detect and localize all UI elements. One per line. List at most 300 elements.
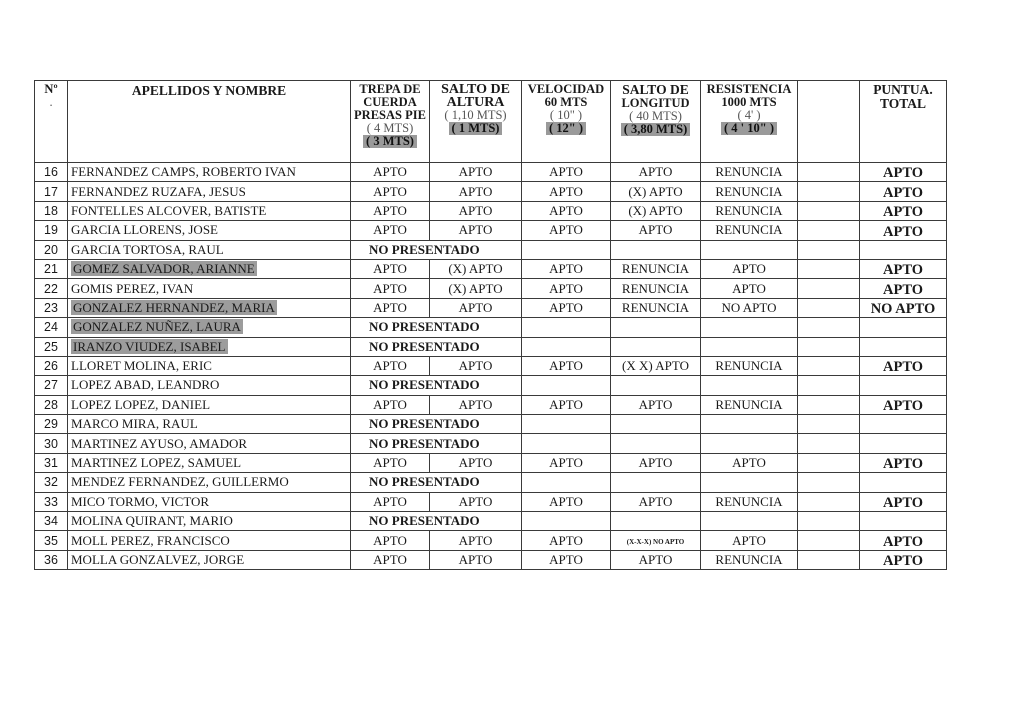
row-number	[35, 318, 68, 337]
cell-longitud-text: RENUNCIA	[621, 261, 690, 277]
header-altura: SALTO DE ALTURA ( 1,10 MTS) ( 1 MTS)	[430, 81, 522, 163]
cell-trepa	[351, 395, 430, 414]
cell-velocidad	[522, 512, 611, 531]
cell-trepa-text: APTO	[373, 183, 407, 199]
header-longitud: SALTO DE LONGITUD ( 40 MTS) ( 3,80 MTS)	[611, 81, 701, 163]
cell-resistencia-text: RENUNCIA	[715, 493, 783, 509]
row-name	[68, 415, 351, 434]
cell-total	[860, 356, 947, 375]
cell-velocidad	[522, 473, 611, 492]
cell-trepa-text: APTO	[373, 552, 407, 567]
row-name-text: MOLL PEREZ, FRANCISCO	[71, 532, 230, 548]
cell-altura-text: APTO	[458, 552, 493, 567]
cell-altura	[430, 550, 522, 569]
cell-longitud	[611, 182, 701, 201]
row-name	[68, 259, 351, 278]
cell-resistencia-text: RENUNCIA	[715, 358, 783, 374]
cell-velocidad	[522, 376, 611, 395]
cell-total-text: APTO	[882, 262, 924, 279]
cell-resistencia-text: RENUNCIA	[715, 183, 783, 199]
cell-altura	[430, 279, 522, 298]
row-name-text: MARCO MIRA, RAUL	[71, 416, 198, 432]
row-name-text: MICO TORMO, VICTOR	[71, 493, 210, 509]
cell-longitud	[611, 279, 701, 298]
cell-longitud	[611, 376, 701, 395]
row-number	[35, 512, 68, 531]
cell-total	[860, 318, 947, 337]
cell-velocidad	[522, 531, 611, 550]
cell-trepa-text: APTO	[373, 164, 407, 180]
row-number-text: 16	[44, 165, 58, 180]
cell-longitud-text: (X) APTO	[628, 202, 683, 218]
cell-total-text: APTO	[882, 456, 924, 473]
cell-velocidad	[522, 279, 611, 298]
row-name-text: GOMEZ SALVADOR, ARIANNE	[73, 261, 255, 277]
cell-total-text: APTO	[882, 184, 924, 201]
cell-blank	[798, 512, 860, 531]
cell-resistencia-text: APTO	[732, 455, 766, 471]
header-blank	[798, 81, 860, 163]
cell-trepa	[351, 182, 430, 201]
table-row	[35, 473, 947, 492]
cell-longitud	[611, 259, 701, 278]
table-row	[35, 415, 947, 434]
cell-total-text: APTO	[882, 223, 924, 240]
row-name	[68, 279, 351, 298]
no-presentado	[351, 512, 522, 531]
cell-total	[860, 415, 947, 434]
cell-velocidad	[522, 318, 611, 337]
cell-altura	[430, 492, 522, 511]
cell-total-text: NO APTO	[870, 301, 936, 318]
cell-longitud-text: APTO	[638, 396, 673, 412]
cell-velocidad	[522, 492, 611, 511]
row-name	[68, 163, 351, 182]
cell-velocidad-text: APTO	[549, 358, 583, 374]
cell-trepa	[351, 221, 430, 240]
cell-total	[860, 163, 947, 182]
cell-resistencia	[701, 512, 798, 531]
cell-altura-text: APTO	[458, 396, 493, 412]
table-row	[35, 201, 947, 220]
cell-velocidad	[522, 453, 611, 472]
no-presentado-text: NO PRESENTADO	[369, 474, 480, 490]
row-number	[35, 434, 68, 453]
row-number-text: 27	[44, 378, 58, 393]
cell-altura-text: APTO	[458, 493, 493, 509]
row-name-text: FERNANDEZ CAMPS, ROBERTO IVAN	[71, 164, 296, 180]
cell-resistencia	[701, 395, 798, 414]
cell-blank	[798, 356, 860, 375]
cell-resistencia-text: RENUNCIA	[715, 164, 783, 180]
cell-blank	[798, 473, 860, 492]
row-number-text: 29	[44, 417, 58, 432]
row-number	[35, 221, 68, 240]
cell-altura	[430, 453, 522, 472]
row-number-text: 19	[44, 223, 58, 238]
cell-velocidad	[522, 221, 611, 240]
table-row	[35, 376, 947, 395]
cell-blank	[798, 298, 860, 317]
no-presentado-text: NO PRESENTADO	[369, 338, 480, 354]
row-name-text: GONZALEZ NUÑEZ, LAURA	[73, 319, 241, 335]
cell-trepa-text: APTO	[373, 202, 407, 218]
cell-total-text: APTO	[882, 165, 924, 182]
row-number-text: 30	[44, 436, 58, 451]
cell-longitud	[611, 512, 701, 531]
cell-trepa	[351, 201, 430, 220]
cell-longitud-text: APTO	[638, 222, 673, 238]
table-row	[35, 337, 947, 356]
cell-altura-text: APTO	[458, 358, 493, 374]
cell-altura-text: APTO	[458, 164, 493, 180]
cell-total	[860, 492, 947, 511]
table-row	[35, 259, 947, 278]
cell-resistencia	[701, 201, 798, 220]
row-name	[68, 473, 351, 492]
no-presentado-text: NO PRESENTADO	[369, 416, 480, 432]
cell-longitud	[611, 163, 701, 182]
table-row	[35, 531, 947, 550]
cell-resistencia	[701, 531, 798, 550]
cell-altura-text: APTO	[458, 455, 493, 471]
cell-total	[860, 434, 947, 453]
cell-altura-text: APTO	[458, 222, 493, 238]
cell-blank	[798, 221, 860, 240]
cell-velocidad	[522, 240, 611, 259]
cell-longitud	[611, 318, 701, 337]
header-resistencia: RESISTENCIA 1000 MTS ( 4' ) ( 4 ' 10" )	[701, 81, 798, 163]
cell-trepa-text: APTO	[373, 222, 407, 238]
cell-longitud	[611, 492, 701, 511]
cell-velocidad	[522, 298, 611, 317]
header-name: APELLIDOS Y NOMBRE	[68, 81, 351, 163]
cell-resistencia	[701, 240, 798, 259]
cell-total	[860, 337, 947, 356]
table-row	[35, 512, 947, 531]
table-row	[35, 163, 947, 182]
cell-blank	[798, 279, 860, 298]
row-number	[35, 376, 68, 395]
no-presentado	[351, 434, 522, 453]
row-number	[35, 395, 68, 414]
table-row	[35, 492, 947, 511]
row-number-text: 34	[44, 514, 58, 529]
cell-trepa-text: APTO	[373, 261, 407, 277]
table-row	[35, 240, 947, 259]
row-name-text: GARCIA LLORENS, JOSE	[71, 222, 218, 238]
cell-resistencia	[701, 182, 798, 201]
cell-resistencia	[701, 298, 798, 317]
cell-total-text: APTO	[882, 204, 924, 221]
cell-altura	[430, 395, 522, 414]
cell-altura	[430, 531, 522, 550]
row-number-text: 33	[44, 494, 58, 509]
cell-velocidad	[522, 434, 611, 453]
row-number	[35, 259, 68, 278]
table-row	[35, 182, 947, 201]
no-presentado	[351, 240, 522, 259]
cell-longitud	[611, 434, 701, 453]
row-name	[68, 201, 351, 220]
cell-total	[860, 453, 947, 472]
cell-velocidad	[522, 337, 611, 356]
cell-altura-text: APTO	[458, 532, 493, 548]
cell-velocidad-text: APTO	[549, 396, 583, 412]
cell-blank	[798, 182, 860, 201]
row-number-text: 23	[44, 300, 58, 315]
row-name-text: GONZALEZ HERNANDEZ, MARIA	[73, 299, 275, 315]
row-name	[68, 453, 351, 472]
cell-blank	[798, 492, 860, 511]
header-total: PUNTUA. TOTAL	[860, 81, 947, 163]
row-name	[68, 531, 351, 550]
cell-blank	[798, 163, 860, 182]
row-number	[35, 240, 68, 259]
row-number	[35, 298, 68, 317]
cell-blank	[798, 318, 860, 337]
cell-longitud	[611, 415, 701, 434]
row-name	[68, 492, 351, 511]
cell-resistencia-text: RENUNCIA	[715, 396, 783, 412]
row-name-text: LOPEZ LOPEZ, DANIEL	[71, 396, 211, 412]
cell-resistencia	[701, 434, 798, 453]
table-row	[35, 453, 947, 472]
row-name	[68, 512, 351, 531]
cell-velocidad-text: APTO	[549, 164, 583, 180]
header-row	[35, 81, 947, 163]
cell-blank	[798, 376, 860, 395]
header-velocidad: VELOCIDAD 60 MTS ( 10" ) ( 12" )	[522, 81, 611, 163]
cell-velocidad	[522, 259, 611, 278]
row-number	[35, 337, 68, 356]
row-number	[35, 531, 68, 550]
row-name	[68, 240, 351, 259]
cell-total	[860, 473, 947, 492]
table-row	[35, 279, 947, 298]
results-sheet	[34, 80, 947, 570]
no-presentado-text: NO PRESENTADO	[369, 241, 480, 257]
row-name	[68, 356, 351, 375]
table-row	[35, 550, 947, 569]
cell-trepa-text: APTO	[373, 455, 407, 471]
row-name-text: FONTELLES ALCOVER, BATISTE	[71, 202, 267, 218]
cell-velocidad-text: APTO	[549, 532, 583, 548]
cell-trepa-text: APTO	[373, 396, 407, 412]
cell-resistencia	[701, 337, 798, 356]
cell-blank	[798, 434, 860, 453]
cell-resistencia-text: RENUNCIA	[715, 202, 783, 218]
results-body	[35, 163, 947, 570]
cell-resistencia-text: RENUNCIA	[715, 222, 783, 238]
cell-blank	[798, 531, 860, 550]
cell-altura	[430, 221, 522, 240]
cell-velocidad-text: APTO	[549, 493, 583, 509]
no-presentado	[351, 318, 522, 337]
cell-trepa	[351, 356, 430, 375]
row-name-text: IRANZO VIUDEZ, ISABEL	[73, 338, 226, 354]
cell-velocidad-text: APTO	[549, 222, 583, 238]
cell-velocidad	[522, 415, 611, 434]
cell-resistencia	[701, 492, 798, 511]
cell-altura-text: (X) APTO	[448, 261, 503, 277]
row-number	[35, 473, 68, 492]
row-name-text: LOPEZ ABAD, LEANDRO	[71, 377, 220, 393]
cell-resistencia	[701, 279, 798, 298]
header-num: Nº .	[35, 81, 68, 163]
row-name-text: MOLLA GONZALVEZ, JORGE	[71, 552, 245, 567]
row-name-text: GARCIA TORTOSA, RAUL	[71, 241, 224, 257]
row-name-text: MARTINEZ LOPEZ, SAMUEL	[71, 455, 242, 471]
cell-total	[860, 512, 947, 531]
cell-total	[860, 259, 947, 278]
cell-velocidad-text: APTO	[549, 183, 583, 199]
row-number	[35, 182, 68, 201]
cell-resistencia	[701, 163, 798, 182]
table-row	[35, 395, 947, 414]
results-table	[34, 80, 947, 570]
cell-velocidad	[522, 395, 611, 414]
cell-longitud	[611, 221, 701, 240]
cell-trepa-text: APTO	[373, 358, 407, 374]
cell-trepa	[351, 298, 430, 317]
cell-longitud-text: APTO	[638, 455, 673, 471]
cell-resistencia	[701, 376, 798, 395]
no-presentado-text: NO PRESENTADO	[369, 319, 480, 335]
row-number-text: 26	[44, 359, 58, 374]
cell-longitud	[611, 395, 701, 414]
cell-blank	[798, 395, 860, 414]
row-name	[68, 182, 351, 201]
cell-velocidad	[522, 201, 611, 220]
cell-total	[860, 531, 947, 550]
cell-longitud	[611, 240, 701, 259]
row-name-text: LLORET MOLINA, ERIC	[71, 358, 212, 374]
cell-velocidad-text: APTO	[549, 202, 583, 218]
row-number	[35, 201, 68, 220]
row-name	[68, 318, 351, 337]
cell-blank	[798, 201, 860, 220]
cell-total	[860, 201, 947, 220]
row-number-text: 32	[44, 475, 58, 490]
cell-resistencia-text: RENUNCIA	[715, 552, 783, 567]
cell-total-text: APTO	[882, 553, 924, 570]
cell-total	[860, 279, 947, 298]
row-number-text: 28	[44, 397, 58, 412]
row-name	[68, 298, 351, 317]
no-presentado	[351, 473, 522, 492]
cell-resistencia	[701, 221, 798, 240]
row-number-text: 18	[44, 203, 58, 218]
cell-longitud-text: (X X) APTO	[622, 358, 689, 374]
cell-trepa	[351, 279, 430, 298]
row-number-text: 25	[44, 339, 58, 354]
cell-longitud-text: APTO	[638, 164, 673, 180]
cell-resistencia-text: NO APTO	[721, 299, 777, 315]
cell-velocidad-text: APTO	[549, 552, 583, 567]
cell-longitud-text: (X) APTO	[628, 183, 683, 199]
cell-velocidad	[522, 182, 611, 201]
cell-altura	[430, 201, 522, 220]
table-row	[35, 298, 947, 317]
cell-resistencia	[701, 550, 798, 569]
cell-longitud	[611, 531, 701, 550]
row-number	[35, 163, 68, 182]
row-name	[68, 337, 351, 356]
cell-longitud	[611, 201, 701, 220]
cell-trepa	[351, 550, 430, 569]
cell-altura-text: APTO	[458, 299, 493, 315]
no-presentado	[351, 415, 522, 434]
row-number	[35, 550, 68, 569]
no-presentado-text: NO PRESENTADO	[369, 435, 480, 451]
cell-trepa	[351, 492, 430, 511]
cell-trepa-text: APTO	[373, 280, 407, 296]
row-name	[68, 221, 351, 240]
cell-resistencia-text: APTO	[732, 532, 766, 548]
cell-velocidad-text: APTO	[549, 261, 583, 277]
cell-altura	[430, 182, 522, 201]
cell-longitud	[611, 337, 701, 356]
row-name	[68, 550, 351, 569]
row-name-text: FERNANDEZ RUZAFA, JESUS	[71, 183, 246, 199]
cell-longitud	[611, 453, 701, 472]
cell-longitud-text: (X-X-X) NO APTO	[626, 537, 685, 546]
cell-blank	[798, 453, 860, 472]
cell-total-text: APTO	[882, 495, 924, 512]
cell-trepa-text: APTO	[373, 299, 407, 315]
row-number	[35, 415, 68, 434]
cell-total	[860, 240, 947, 259]
cell-total-text: APTO	[882, 281, 924, 298]
no-presentado	[351, 337, 522, 356]
row-number-text: 22	[44, 281, 58, 296]
cell-blank	[798, 415, 860, 434]
cell-resistencia-text: APTO	[732, 261, 766, 277]
cell-longitud	[611, 356, 701, 375]
cell-total-text: APTO	[882, 398, 924, 415]
cell-velocidad	[522, 356, 611, 375]
header-trepa: TREPA DE CUERDA PRESAS PIE ( 4 MTS) ( 3 MTS)	[351, 81, 430, 163]
row-number	[35, 453, 68, 472]
row-number-text: 21	[44, 262, 58, 277]
cell-resistencia	[701, 473, 798, 492]
cell-resistencia	[701, 356, 798, 375]
row-name-text: MOLINA QUIRANT, MARIO	[71, 513, 233, 529]
cell-altura	[430, 298, 522, 317]
row-number	[35, 492, 68, 511]
row-name	[68, 434, 351, 453]
row-number	[35, 279, 68, 298]
cell-total	[860, 395, 947, 414]
cell-altura-text: (X) APTO	[448, 280, 503, 296]
cell-altura	[430, 163, 522, 182]
row-name-text: MENDEZ FERNANDEZ, GUILLERMO	[71, 474, 289, 490]
cell-resistencia	[701, 453, 798, 472]
cell-velocidad-text: APTO	[549, 280, 583, 296]
row-name-text: MARTINEZ AYUSO, AMADOR	[71, 435, 248, 451]
row-name	[68, 376, 351, 395]
cell-blank	[798, 550, 860, 569]
cell-resistencia	[701, 259, 798, 278]
no-presentado-text: NO PRESENTADO	[369, 377, 480, 393]
row-name	[68, 395, 351, 414]
row-number-text: 17	[44, 184, 58, 199]
cell-trepa	[351, 259, 430, 278]
cell-resistencia	[701, 415, 798, 434]
cell-altura	[430, 259, 522, 278]
cell-total-text: APTO	[882, 359, 924, 376]
